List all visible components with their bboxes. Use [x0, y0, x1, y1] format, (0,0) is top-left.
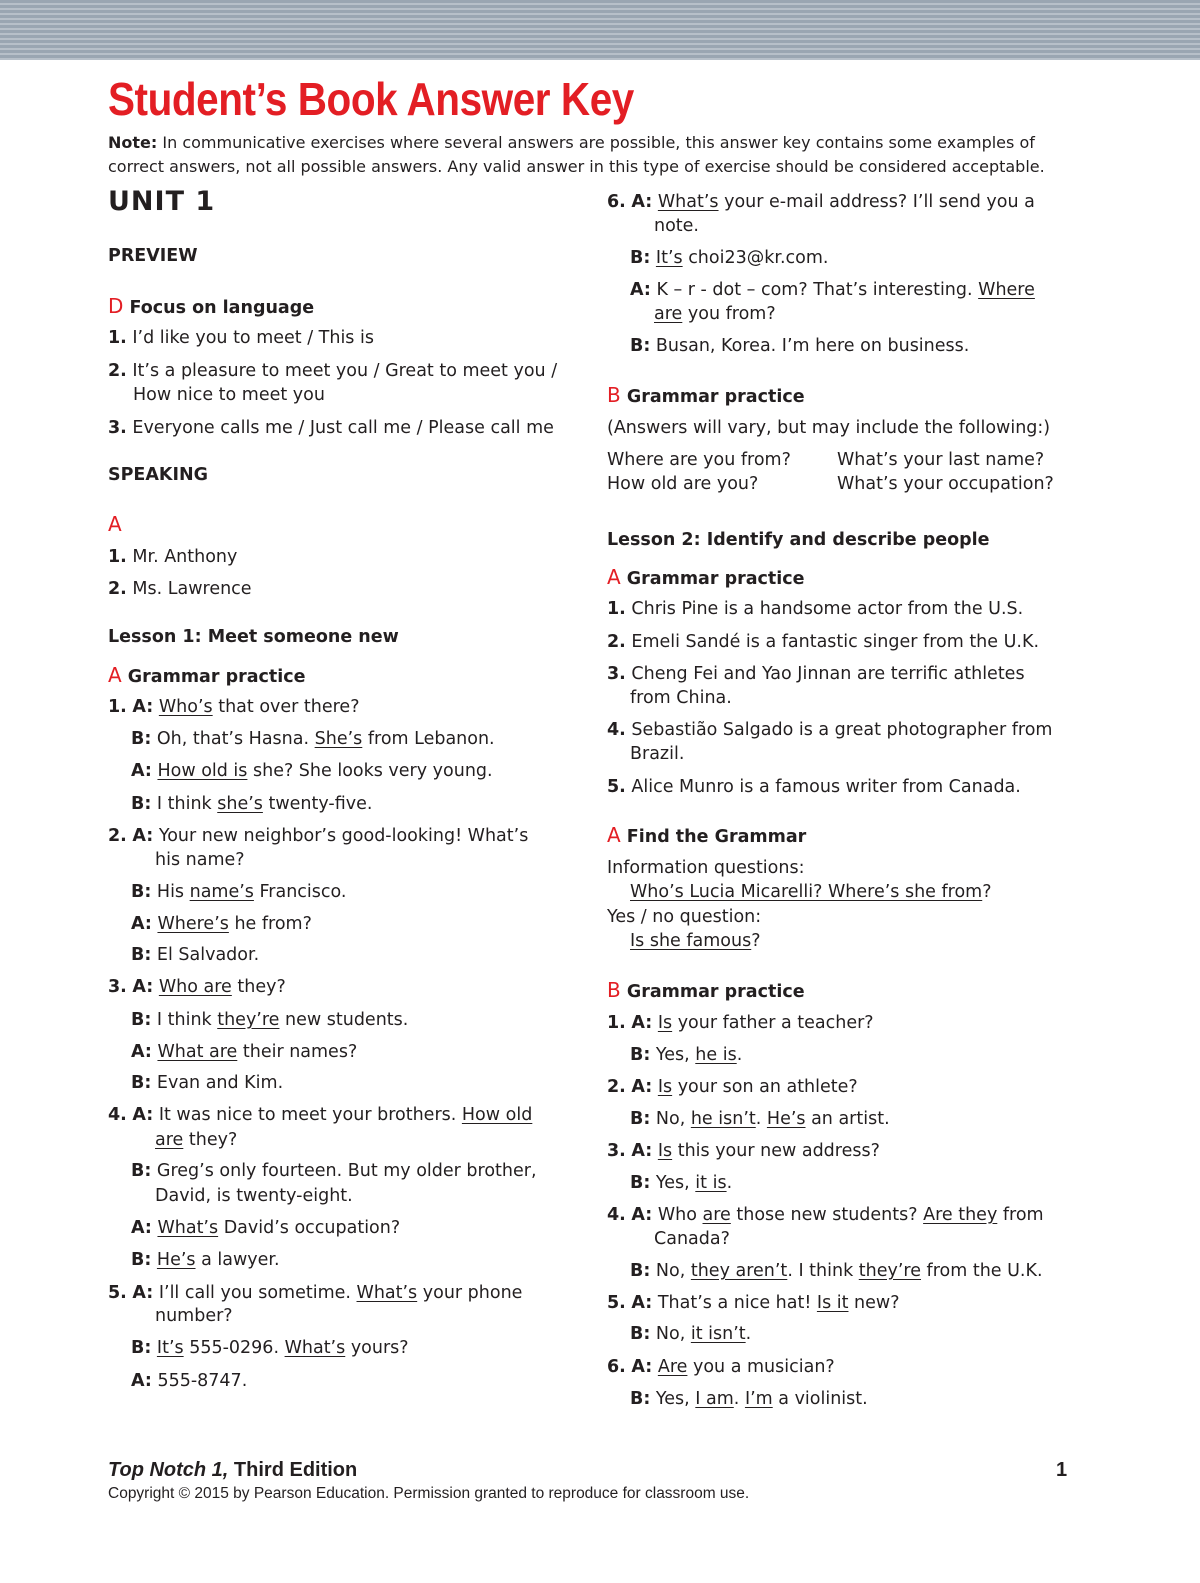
yes-no-question-label: Yes / no question:: [607, 907, 762, 927]
dialogue-line: note.: [654, 216, 699, 236]
dialogue-line: 6. A: What’s your e-mail address? I’ll send you a: [607, 192, 1035, 212]
dialogue-line: 5. A: That’s a nice hat! Is it new?: [607, 1293, 900, 1313]
example-question: What’s your occupation?: [837, 474, 1054, 494]
grammar-practice-heading: A Grammar practice: [108, 663, 306, 687]
copyright-notice: Copyright © 2015 by Pearson Education. Permission granted to reproduce for classroom use.: [108, 1485, 750, 1502]
grammar-practice-heading: B Grammar practice: [607, 978, 805, 1002]
dialogue-line: are they?: [155, 1130, 238, 1150]
dialogue-line: B: Busan, Korea. I’m here on business.: [630, 336, 970, 356]
section-a-heading: A: [108, 512, 122, 536]
dialogue-line: B: Yes, I am. I’m a violinist.: [630, 1389, 868, 1409]
dialogue-line: B: No, he isn’t. He’s an artist.: [630, 1109, 890, 1129]
dialogue-line: A: What’s David’s occupation?: [131, 1218, 401, 1238]
lesson2-heading: Lesson 2: Identify and describe people: [607, 530, 990, 550]
dialogue-line: B: Yes, it is.: [630, 1173, 733, 1193]
dialogue-line: B: El Salvador.: [131, 945, 260, 965]
footer-book-title: Top Notch 1, Third Edition: [108, 1459, 358, 1481]
list-item: 5. Alice Munro is a famous writer from Canada.: [607, 777, 1021, 797]
list-item-continued: from China.: [630, 688, 732, 708]
dialogue-line: A: How old is she? She looks very young.: [131, 761, 493, 781]
dialogue-line: B: No, they aren’t. I think they’re from the U.K.: [630, 1261, 1043, 1281]
dialogue-line: 2. A: Is your son an athlete?: [607, 1077, 858, 1097]
find-grammar-heading: A Find the Grammar: [607, 823, 807, 847]
dialogue-line: B: He’s a lawyer.: [131, 1250, 280, 1270]
dialogue-line: David, is twenty-eight.: [155, 1186, 353, 1206]
list-item: 3. Cheng Fei and Yao Jinnan are terrific athletes: [607, 664, 1025, 684]
dialogue-line: number?: [155, 1306, 233, 1326]
page-number: 1: [1056, 1459, 1068, 1481]
list-item-continued: How nice to meet you: [133, 385, 325, 405]
unit-heading: UNIT 1: [108, 186, 216, 217]
dialogue-line: B: Yes, he is.: [630, 1045, 743, 1065]
dialogue-line: A: Where’s he from?: [131, 914, 312, 934]
yes-no-question-answer: Is she famous?: [630, 931, 761, 951]
list-item: 2. It’s a pleasure to meet you / Great to meet you /: [108, 361, 558, 381]
lesson1-heading: Lesson 1: Meet someone new: [108, 627, 399, 647]
dialogue-line: A: What are their names?: [131, 1042, 358, 1062]
list-item: 1. I’d like you to meet / This is: [108, 328, 374, 348]
list-item-continued: Brazil.: [630, 744, 685, 764]
dialogue-line: Canada?: [654, 1229, 730, 1249]
dialogue-line: B: Greg’s only fourteen. But my older brother,: [131, 1161, 537, 1181]
dialogue-line: B: His name’s Francisco.: [131, 882, 347, 902]
dialogue-line: 3. A: Is this your new address?: [607, 1141, 880, 1161]
dialogue-line: B: It’s 555-0296. What’s yours?: [131, 1338, 409, 1358]
answers-vary-note: (Answers will vary, but may include the following:): [607, 418, 1051, 438]
list-item: 1. Chris Pine is a handsome actor from the U.S.: [607, 599, 1024, 619]
section-letter: D: [108, 294, 124, 318]
dialogue-line: B: It’s choi23@kr.com.: [630, 248, 829, 268]
note-label: Note:: [108, 133, 158, 152]
dialogue-line: A: 555-8747.: [131, 1371, 248, 1391]
dialogue-line: B: I think they’re new students.: [131, 1010, 409, 1030]
dialogue-line: 5. A: I’ll call you sometime. What’s your phone: [108, 1283, 523, 1303]
dialogue-line: B: I think she’s twenty-five.: [131, 794, 373, 814]
dialogue-line: 3. A: Who are they?: [108, 977, 286, 997]
dialogue-line: 2. A: Your new neighbor’s good-looking! What’s: [108, 826, 529, 846]
dialogue-line: B: Evan and Kim.: [131, 1073, 284, 1093]
example-question: How old are you?: [607, 474, 759, 494]
list-item: 2. Ms. Lawrence: [108, 579, 252, 599]
dialogue-line: B: Oh, that’s Hasna. She’s from Lebanon.: [131, 729, 495, 749]
speaking-heading: SPEAKING: [108, 465, 209, 485]
example-question: Where are you from?: [607, 450, 791, 470]
dialogue-line: A: K – r - dot – com? That’s interesting. Where: [630, 280, 1035, 300]
preview-heading: PREVIEW: [108, 246, 198, 266]
dialogue-line: 4. A: Who are those new students? Are they from: [607, 1205, 1044, 1225]
header-band: [0, 0, 1200, 60]
list-item: 1. Mr. Anthony: [108, 547, 238, 567]
info-questions-answer: Who’s Lucia Micarelli? Where’s she from?: [630, 882, 992, 902]
dialogue-line: his name?: [155, 850, 245, 870]
dialogue-line: 4. A: It was nice to meet your brothers. How old: [108, 1105, 533, 1125]
grammar-practice-heading: B Grammar practice: [607, 383, 805, 407]
example-question: What’s your last name?: [837, 450, 1045, 470]
dialogue-line: B: No, it isn’t.: [630, 1324, 752, 1344]
dialogue-line: 1. A: Who’s that over there?: [108, 697, 360, 717]
dialogue-line: 6. A: Are you a musician?: [607, 1357, 835, 1377]
note-paragraph: [108, 131, 1068, 179]
section-d-heading: D Focus on language: [108, 294, 315, 318]
grammar-practice-heading: A Grammar practice: [607, 565, 805, 589]
info-questions-label: Information questions:: [607, 858, 805, 878]
note-text: In communicative exercises where several answers are possible, this answer key contains some examples of correct answers, not all possible answers. Any valid answer in this type of exercise should be considered acceptable.: [108, 133, 1045, 176]
list-item: 2. Emeli Sandé is a fantastic singer from the U.K.: [607, 632, 1040, 652]
list-item: 4. Sebastião Salgado is a great photographer from: [607, 720, 1053, 740]
list-item: 3. Everyone calls me / Just call me / Please call me: [108, 418, 554, 438]
page-title: Student’s Book Answer Key: [108, 73, 634, 125]
dialogue-line: are you from?: [654, 304, 776, 324]
dialogue-line: 1. A: Is your father a teacher?: [607, 1013, 874, 1033]
